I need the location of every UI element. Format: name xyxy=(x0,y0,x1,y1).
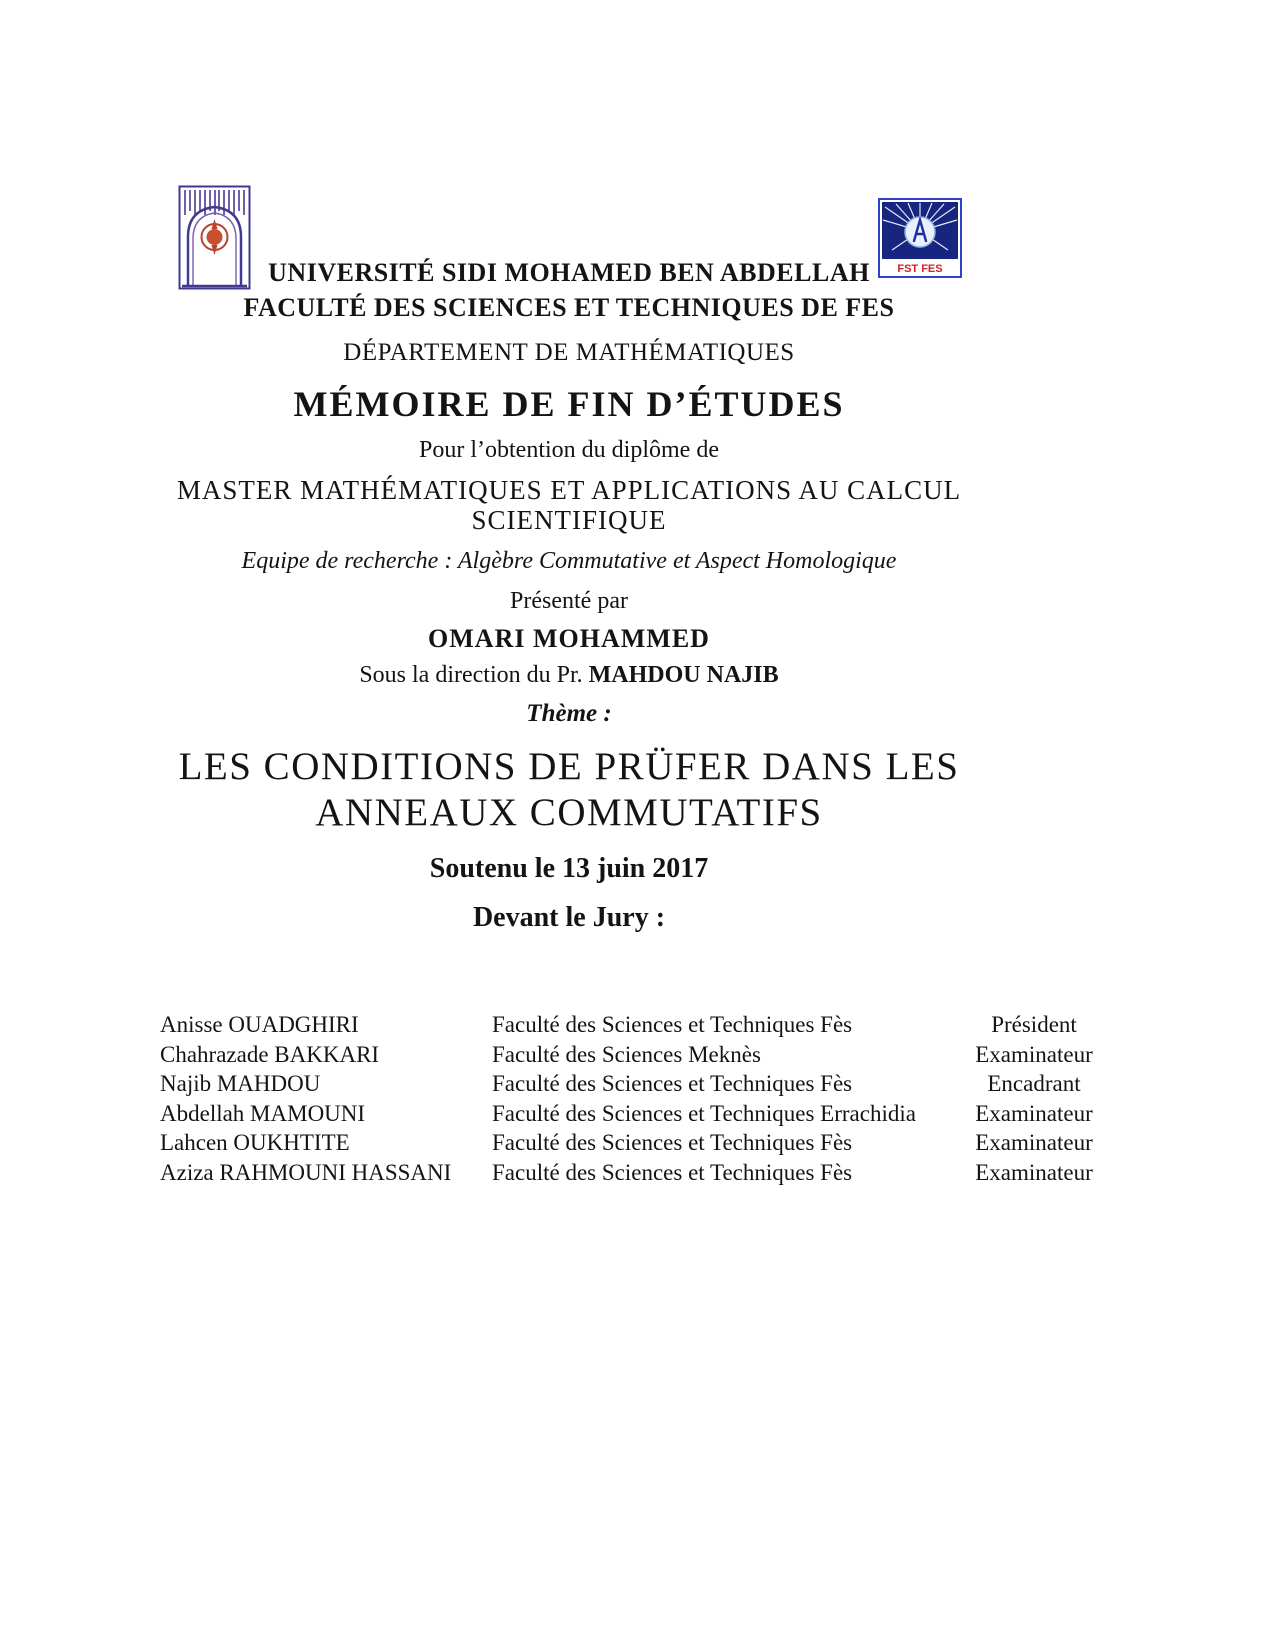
jury-member-name: Anisse OUADGHIRI xyxy=(160,1012,359,1037)
jury-row xyxy=(160,1158,1110,1188)
supervision-prefix: Sous la direction du Pr. xyxy=(359,662,589,688)
department-name: DÉPARTEMENT DE MATHÉMATIQUES xyxy=(343,339,795,366)
jury-member-role: Examinateur xyxy=(975,1130,1093,1155)
memoire-title: MÉMOIRE DE FIN D’ÉTUDES xyxy=(293,384,845,424)
faculty-name: FACULTÉ DES SCIENCES ET TECHNIQUES DE FES xyxy=(243,293,895,322)
theme-label: Thème : xyxy=(526,700,612,727)
jury-member-affiliation: Faculté des Sciences et Techniques Errachidia xyxy=(492,1100,916,1126)
jury-table xyxy=(160,1010,1110,1187)
jury-row xyxy=(160,1128,1110,1158)
supervisor-name: MAHDOU NAJIB xyxy=(588,662,779,688)
jury-member-name: Chahrazade BAKKARI xyxy=(160,1041,380,1067)
jury-heading: Devant le Jury : xyxy=(472,902,666,933)
jury-member-name: Aziza RAHMOUNI HASSANI xyxy=(160,1159,452,1185)
jury-member-role: Examinateur xyxy=(975,1041,1093,1067)
jury-member-affiliation: Faculté des Sciences et Techniques Fès xyxy=(492,1130,853,1155)
jury-member-name: Abdellah MAMOUNI xyxy=(160,1100,366,1126)
jury-member-affiliation: Faculté des Sciences et Techniques Fès xyxy=(492,1159,853,1185)
jury-member-role: Examinateur xyxy=(975,1100,1093,1126)
supervision-line xyxy=(0,662,1138,689)
jury-member-name: Lahcen OUKHTITE xyxy=(160,1130,350,1155)
thesis-title-line2: ANNEAUX COMMUTATIFS xyxy=(315,791,823,834)
jury-member-affiliation: Faculté des Sciences Meknès xyxy=(492,1041,761,1067)
jury-row xyxy=(160,1099,1110,1129)
jury-member-role: Président xyxy=(991,1012,1077,1037)
defense-date: Soutenu le 13 juin 2017 xyxy=(429,853,709,884)
jury-member-affiliation: Faculté des Sciences et Techniques Fès xyxy=(492,1012,853,1037)
jury-row xyxy=(160,1010,1110,1040)
jury-row xyxy=(160,1040,1110,1070)
author-name: OMARI MOHAMMED xyxy=(428,624,710,653)
master-title-line2: SCIENTIFIQUE xyxy=(471,505,667,535)
fst-logo-label: FST FES xyxy=(897,263,943,275)
jury-member-role: Encadrant xyxy=(987,1071,1081,1096)
presented-by-label: Présenté par xyxy=(510,588,628,614)
jury-member-name: Najib MAHDOU xyxy=(160,1071,321,1096)
jury-member-affiliation: Faculté des Sciences et Techniques Fès xyxy=(492,1071,853,1096)
university-name: UNIVERSITÉ SIDI MOHAMED BEN ABDELLAH xyxy=(268,258,870,287)
thesis-title-line1: LES CONDITIONS DE PRÜFER DANS LES xyxy=(178,745,960,788)
diploma-obtention: Pour l’obtention du diplôme de xyxy=(419,437,719,463)
jury-row xyxy=(160,1069,1110,1099)
research-team: Equipe de recherche : Algèbre Commutative et Aspect Homologique xyxy=(241,548,897,574)
jury-member-role: Examinateur xyxy=(975,1159,1093,1185)
master-title-line1: MASTER MATHÉMATIQUES ET APPLICATIONS AU CALCUL xyxy=(176,475,962,505)
